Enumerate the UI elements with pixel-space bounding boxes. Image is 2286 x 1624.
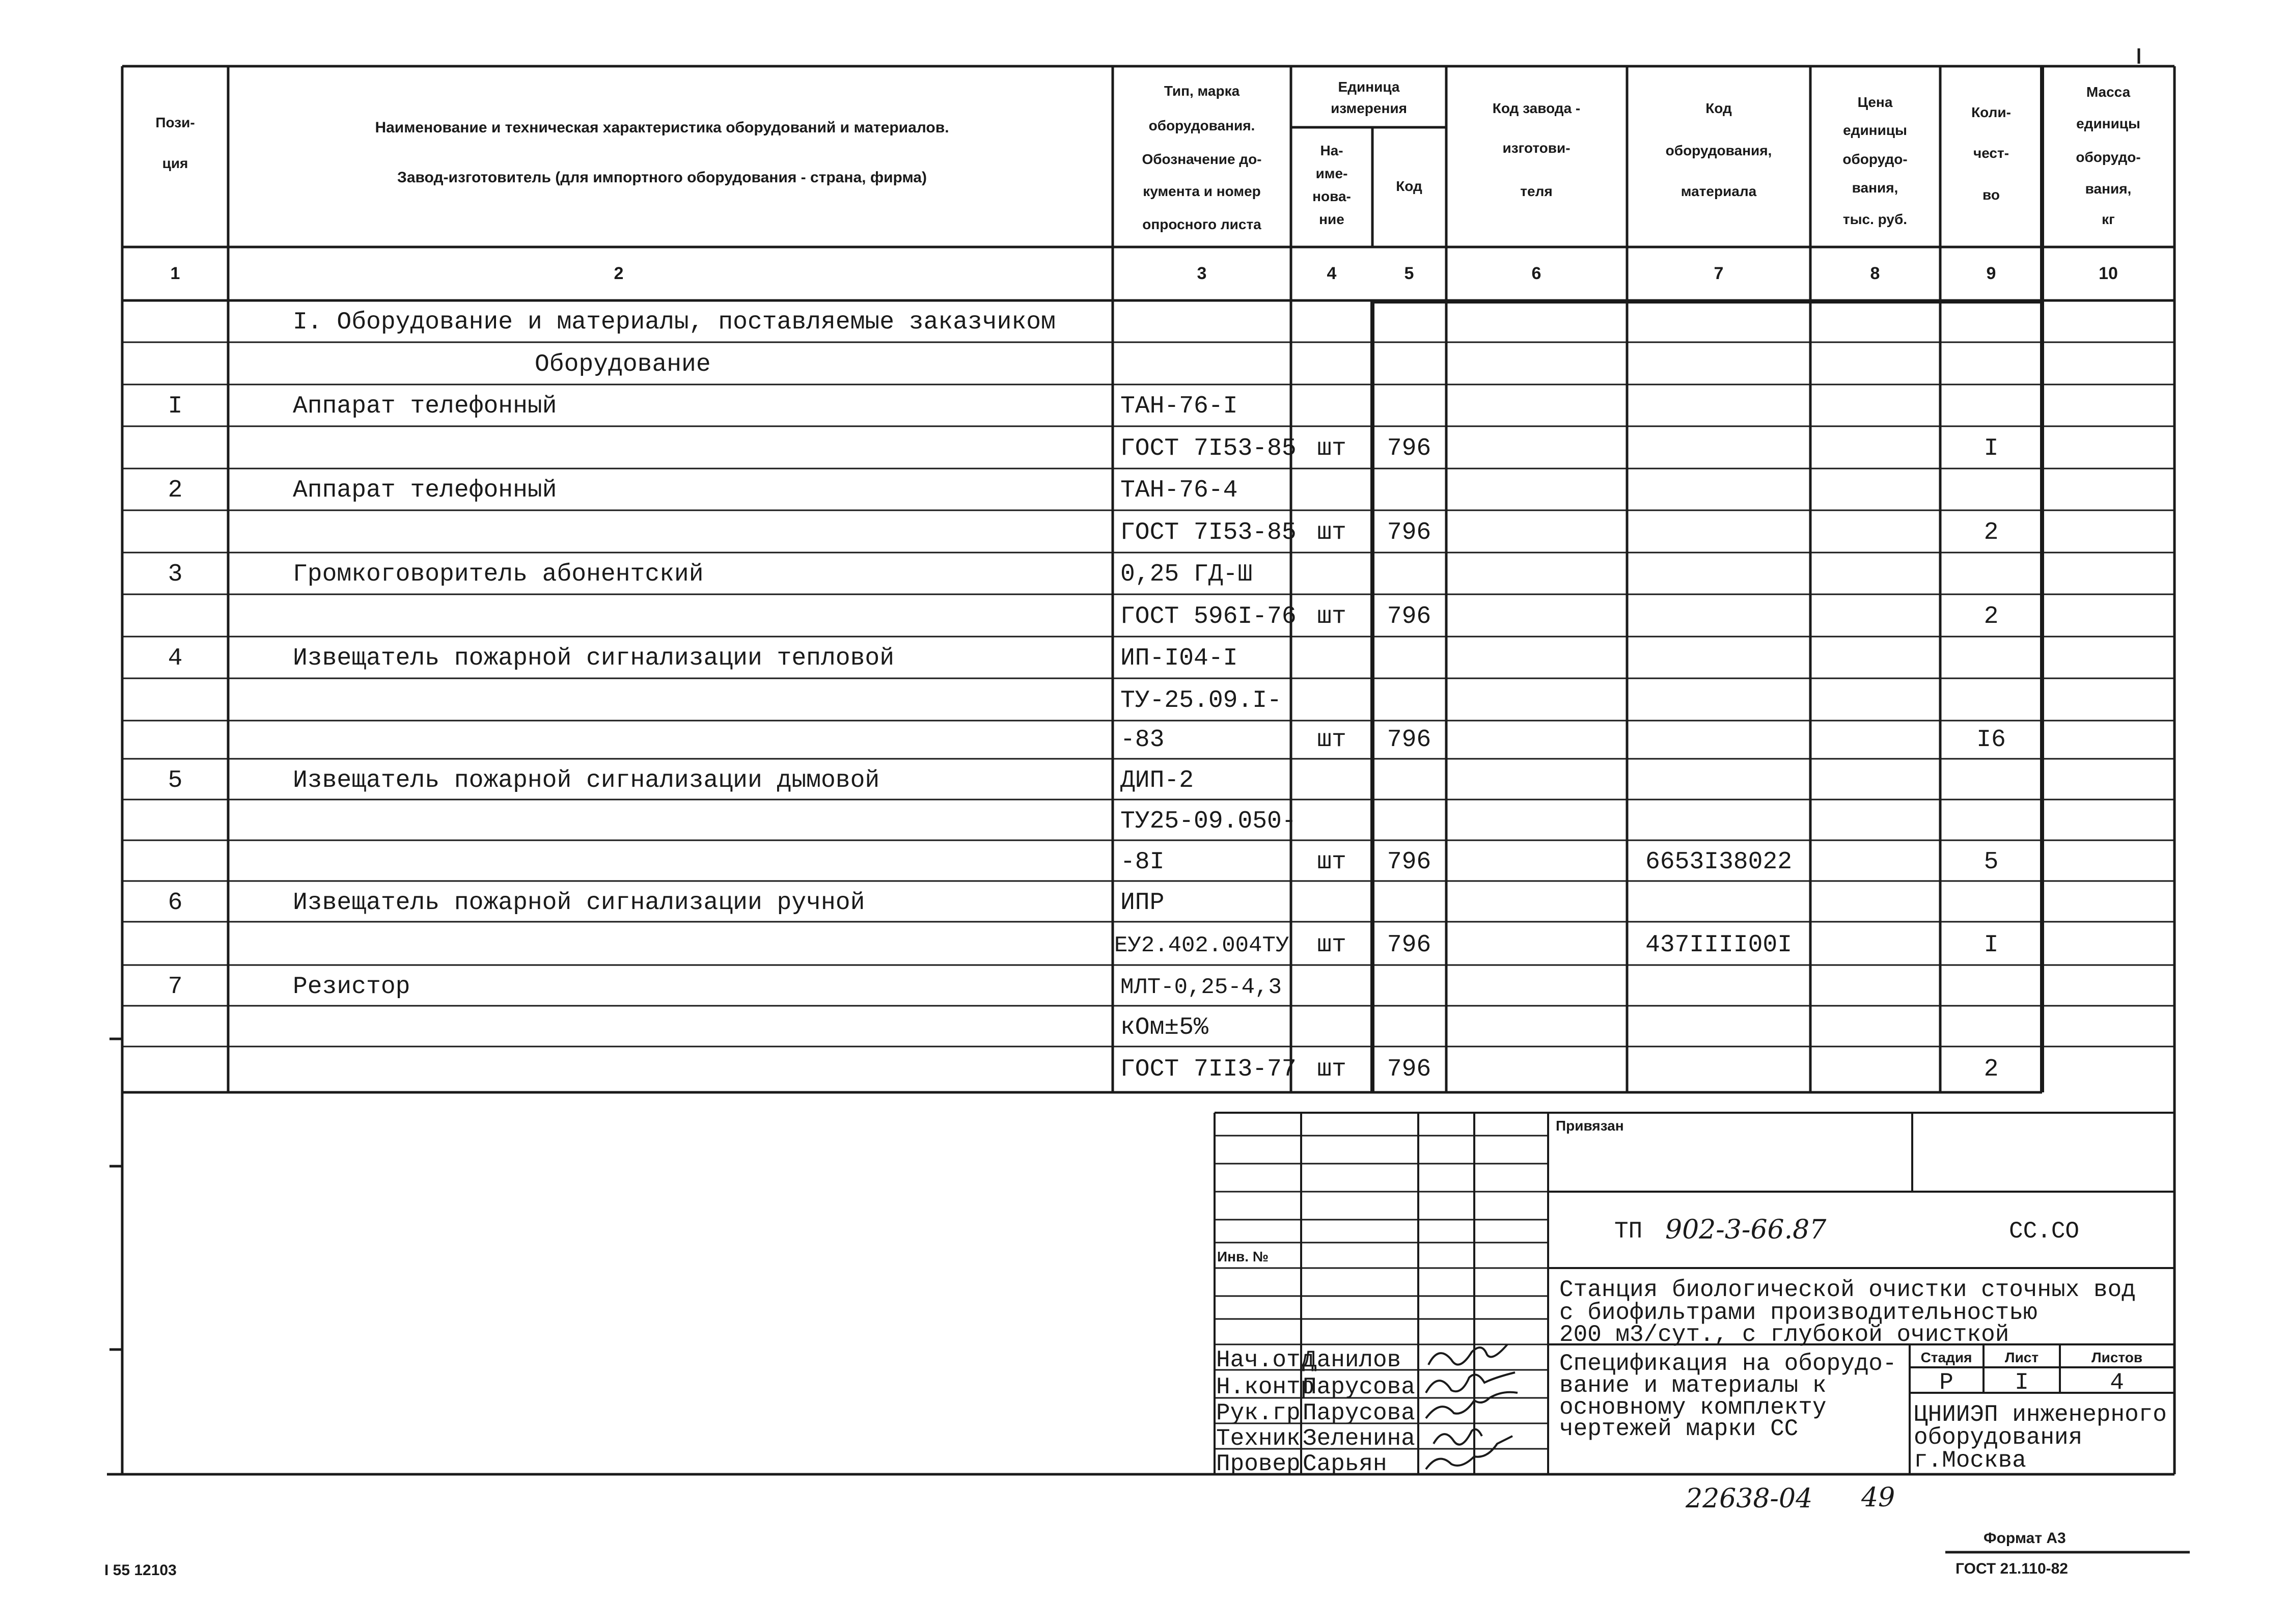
row-code: 796 xyxy=(1387,726,1431,754)
row-name: Извещатель пожарной сигнализации дымовой xyxy=(293,767,880,794)
signer-name: Парусова xyxy=(1303,1400,1415,1426)
row-qty: 2 xyxy=(1984,1056,1999,1083)
row-eqcode: 437IIII00I xyxy=(1645,931,1793,959)
org-line3: г.Москва xyxy=(1914,1447,2026,1474)
colnum: 3 xyxy=(1197,264,1207,283)
doc-code: СС.СО xyxy=(2009,1218,2080,1245)
header-col8-line5: тыс. руб. xyxy=(1842,211,1908,227)
row-type: ГОСТ 7I53-85 xyxy=(1120,519,1297,546)
row-unit: шт xyxy=(1317,931,1346,959)
header-col7-line2: оборудования, xyxy=(1665,143,1772,158)
tp-number: 902-3-66.87 xyxy=(1665,1215,1827,1245)
inv-no-label: Инв. № xyxy=(1217,1249,1269,1264)
row-qty: 2 xyxy=(1984,603,1999,630)
header-col10-line2: единицы xyxy=(2076,116,2140,131)
row-pos: 3 xyxy=(168,561,183,588)
header-col7-line3: материала xyxy=(1681,183,1757,199)
column-numbers xyxy=(171,264,2118,283)
sheets-value: 4 xyxy=(2110,1369,2124,1396)
row-unit: шт xyxy=(1317,1056,1346,1083)
row-type: ГОСТ 7II3-77 xyxy=(1120,1056,1297,1083)
header-col6-line1: Код завода - xyxy=(1492,100,1581,116)
sheet-value: I xyxy=(2015,1369,2029,1396)
header-col3-line4: кумента и номер xyxy=(1143,183,1261,199)
table-body xyxy=(168,309,2006,1083)
row-name: Громкоговоритель абонентский xyxy=(293,561,704,588)
left-code: I 55 12103 xyxy=(104,1562,177,1579)
project-title-line1: Станция биологической очистки сточных вод xyxy=(1559,1277,2136,1303)
header-col1-line1: Пози- xyxy=(155,115,195,130)
header-col2-line1: Наименование и техническая характеристика оборудований и материалов. xyxy=(375,119,949,136)
row-code: 796 xyxy=(1387,603,1431,630)
doc-title-line1: Спецификация на оборудо- xyxy=(1559,1351,1897,1377)
signatures xyxy=(1426,1344,1518,1469)
header-col4-line4: ние xyxy=(1319,211,1344,227)
header-col45-line1: Единица xyxy=(1338,79,1400,95)
colnum: 10 xyxy=(2099,264,2118,283)
colnum: 5 xyxy=(1404,264,1414,283)
header-col9-line2: чест- xyxy=(1973,145,2009,161)
row-type: ЕУ2.402.004ТУ xyxy=(1114,933,1289,958)
row-type: ГОСТ 7I53-85 xyxy=(1120,435,1297,462)
row-qty: I xyxy=(1984,435,1999,462)
signer-role: Н.контр xyxy=(1216,1374,1315,1400)
row-type: ТАН-76-4 xyxy=(1120,477,1238,504)
header-col4-line3: нова- xyxy=(1312,188,1351,204)
row-type: ГОСТ 596I-76 xyxy=(1120,603,1297,630)
sheets-label: Листов xyxy=(2091,1350,2143,1365)
row-code: 796 xyxy=(1387,1056,1431,1083)
header-col4-line1: На- xyxy=(1320,143,1343,158)
signer-role: Провер xyxy=(1216,1451,1301,1477)
signer-role: Техник xyxy=(1216,1425,1301,1452)
row-type: ИПР xyxy=(1120,889,1165,917)
footer xyxy=(104,1482,2068,1579)
row-name: Аппарат телефонный xyxy=(293,477,557,504)
header-col7-line1: Код xyxy=(1705,100,1732,116)
row-type: ТУ25-09.050- xyxy=(1120,808,1297,835)
header-col9-line1: Коли- xyxy=(1971,104,2011,120)
doc-title-line3: основному комплекту xyxy=(1559,1394,1827,1421)
colnum: 6 xyxy=(1531,264,1541,283)
header-col6-line2: изготови- xyxy=(1502,140,1571,156)
row-name: Аппарат телефонный xyxy=(293,393,557,420)
org-line1: ЦНИИЭП инженерного xyxy=(1914,1401,2167,1428)
row-type: МЛТ-0,25-4,3 xyxy=(1120,975,1282,1000)
header-col8-line1: Цена xyxy=(1857,94,1893,110)
header-col2-line2: Завод-изготовитель (для импортного оборудования - страна, фирма) xyxy=(397,169,927,186)
header-col8-line3: оборудо- xyxy=(1842,151,1908,167)
stage-value: Р xyxy=(1939,1369,1953,1396)
row-eqcode: 6653I38022 xyxy=(1645,848,1793,876)
signer-name: Зеленина xyxy=(1303,1425,1415,1452)
row-code: 796 xyxy=(1387,848,1431,876)
header-col10-line4: вания, xyxy=(2085,181,2132,197)
format-label: Формат А3 xyxy=(1984,1530,2066,1547)
row-name: I. Оборудование и материалы, поставляемые заказчиком xyxy=(293,309,1056,336)
colnum: 1 xyxy=(170,264,180,283)
doc-title-line4: чертежей марки СС xyxy=(1559,1416,1799,1442)
row-code: 796 xyxy=(1387,519,1431,546)
row-type: -83 xyxy=(1120,726,1165,754)
row-pos: 7 xyxy=(168,973,183,1001)
row-name: Резистор xyxy=(293,973,410,1001)
header-col6-line3: теля xyxy=(1520,183,1553,199)
header-col8-line2: единицы xyxy=(1843,122,1907,138)
signer-role: Нач.отд xyxy=(1216,1347,1315,1373)
header-col5: Код xyxy=(1396,178,1422,194)
row-type: 0,25 ГД-Ш xyxy=(1120,561,1253,588)
header-col8-line4: вания, xyxy=(1852,180,1898,196)
colnum: 9 xyxy=(1986,264,1996,283)
header-col1-line2: ция xyxy=(162,155,188,171)
header-col3-line1: Тип, марка xyxy=(1164,83,1240,99)
header-col10-line1: Масса xyxy=(2086,84,2131,100)
colnum: 8 xyxy=(1870,264,1880,283)
row-pos: I xyxy=(168,393,183,420)
header-col4-line2: име- xyxy=(1315,166,1348,181)
header-col45-line2: измерения xyxy=(1331,100,1407,116)
row-name: Извещатель пожарной сигнализации тепловой xyxy=(293,645,894,672)
row-unit: шт xyxy=(1317,519,1346,546)
row-unit: шт xyxy=(1317,726,1346,754)
doc-title-line2: вание и материалы к xyxy=(1559,1372,1827,1399)
tp-prefix: ТП xyxy=(1614,1218,1643,1245)
colnum: 2 xyxy=(614,264,624,283)
row-type: ТАН-76-I xyxy=(1120,393,1238,420)
row-unit: шт xyxy=(1317,603,1346,630)
org-line2: оборудования xyxy=(1914,1424,2083,1451)
table-header xyxy=(155,79,2140,232)
header-col9-line3: во xyxy=(1982,187,2000,203)
row-type: ДИП-2 xyxy=(1120,767,1194,794)
row-qty: I xyxy=(1984,931,1999,959)
header-col10-line3: оборудо- xyxy=(2076,149,2141,165)
row-code: 796 xyxy=(1387,931,1431,959)
title-block xyxy=(1216,1118,2167,1477)
row-code: 796 xyxy=(1387,435,1431,462)
row-pos: 2 xyxy=(168,477,183,504)
header-col3-line3: Обозначение до- xyxy=(1142,151,1262,167)
stage-label: Стадия xyxy=(1920,1350,1972,1365)
signer-name: Парусова xyxy=(1303,1374,1415,1400)
row-name: Оборудование xyxy=(535,351,711,378)
row-name: Извещатель пожарной сигнализации ручной xyxy=(293,889,865,917)
project-title-line2: с биофильтрами производительностью xyxy=(1559,1300,2037,1326)
row-type: ТУ-25.09.I- xyxy=(1120,687,1282,714)
project-title-line3: 200 м3/сут., с глубокой очисткой xyxy=(1559,1322,2009,1348)
signer-name: Сарьян xyxy=(1303,1451,1387,1477)
header-col3-line2: оборудования. xyxy=(1148,118,1255,133)
header-col10-line5: кг xyxy=(2102,211,2115,227)
header-col3-line5: опросного листа xyxy=(1142,216,1261,232)
signer-name: Данилов xyxy=(1303,1347,1401,1373)
page-number: 49 xyxy=(1861,1482,1895,1513)
signer-role: Рук.гр xyxy=(1216,1400,1301,1426)
row-qty: I6 xyxy=(1976,726,2006,754)
row-pos: 6 xyxy=(168,889,183,917)
row-type: ИП-I04-I xyxy=(1120,645,1238,672)
colnum: 7 xyxy=(1714,264,1724,283)
privyazan-label: Привязан xyxy=(1556,1118,1624,1134)
row-pos: 5 xyxy=(168,767,183,794)
row-type: кОм±5% xyxy=(1120,1014,1208,1041)
colnum: 4 xyxy=(1327,264,1337,283)
album-number: 22638-04 xyxy=(1686,1483,1813,1514)
gost-label: ГОСТ 21.110-82 xyxy=(1956,1560,2068,1577)
row-qty: 2 xyxy=(1984,519,1999,546)
row-unit: шт xyxy=(1317,435,1346,462)
row-type: -8I xyxy=(1120,848,1165,876)
row-qty: 5 xyxy=(1984,848,1999,876)
row-unit: шт xyxy=(1317,848,1346,876)
row-pos: 4 xyxy=(168,645,183,672)
sheet-label: Лист xyxy=(2004,1350,2039,1365)
